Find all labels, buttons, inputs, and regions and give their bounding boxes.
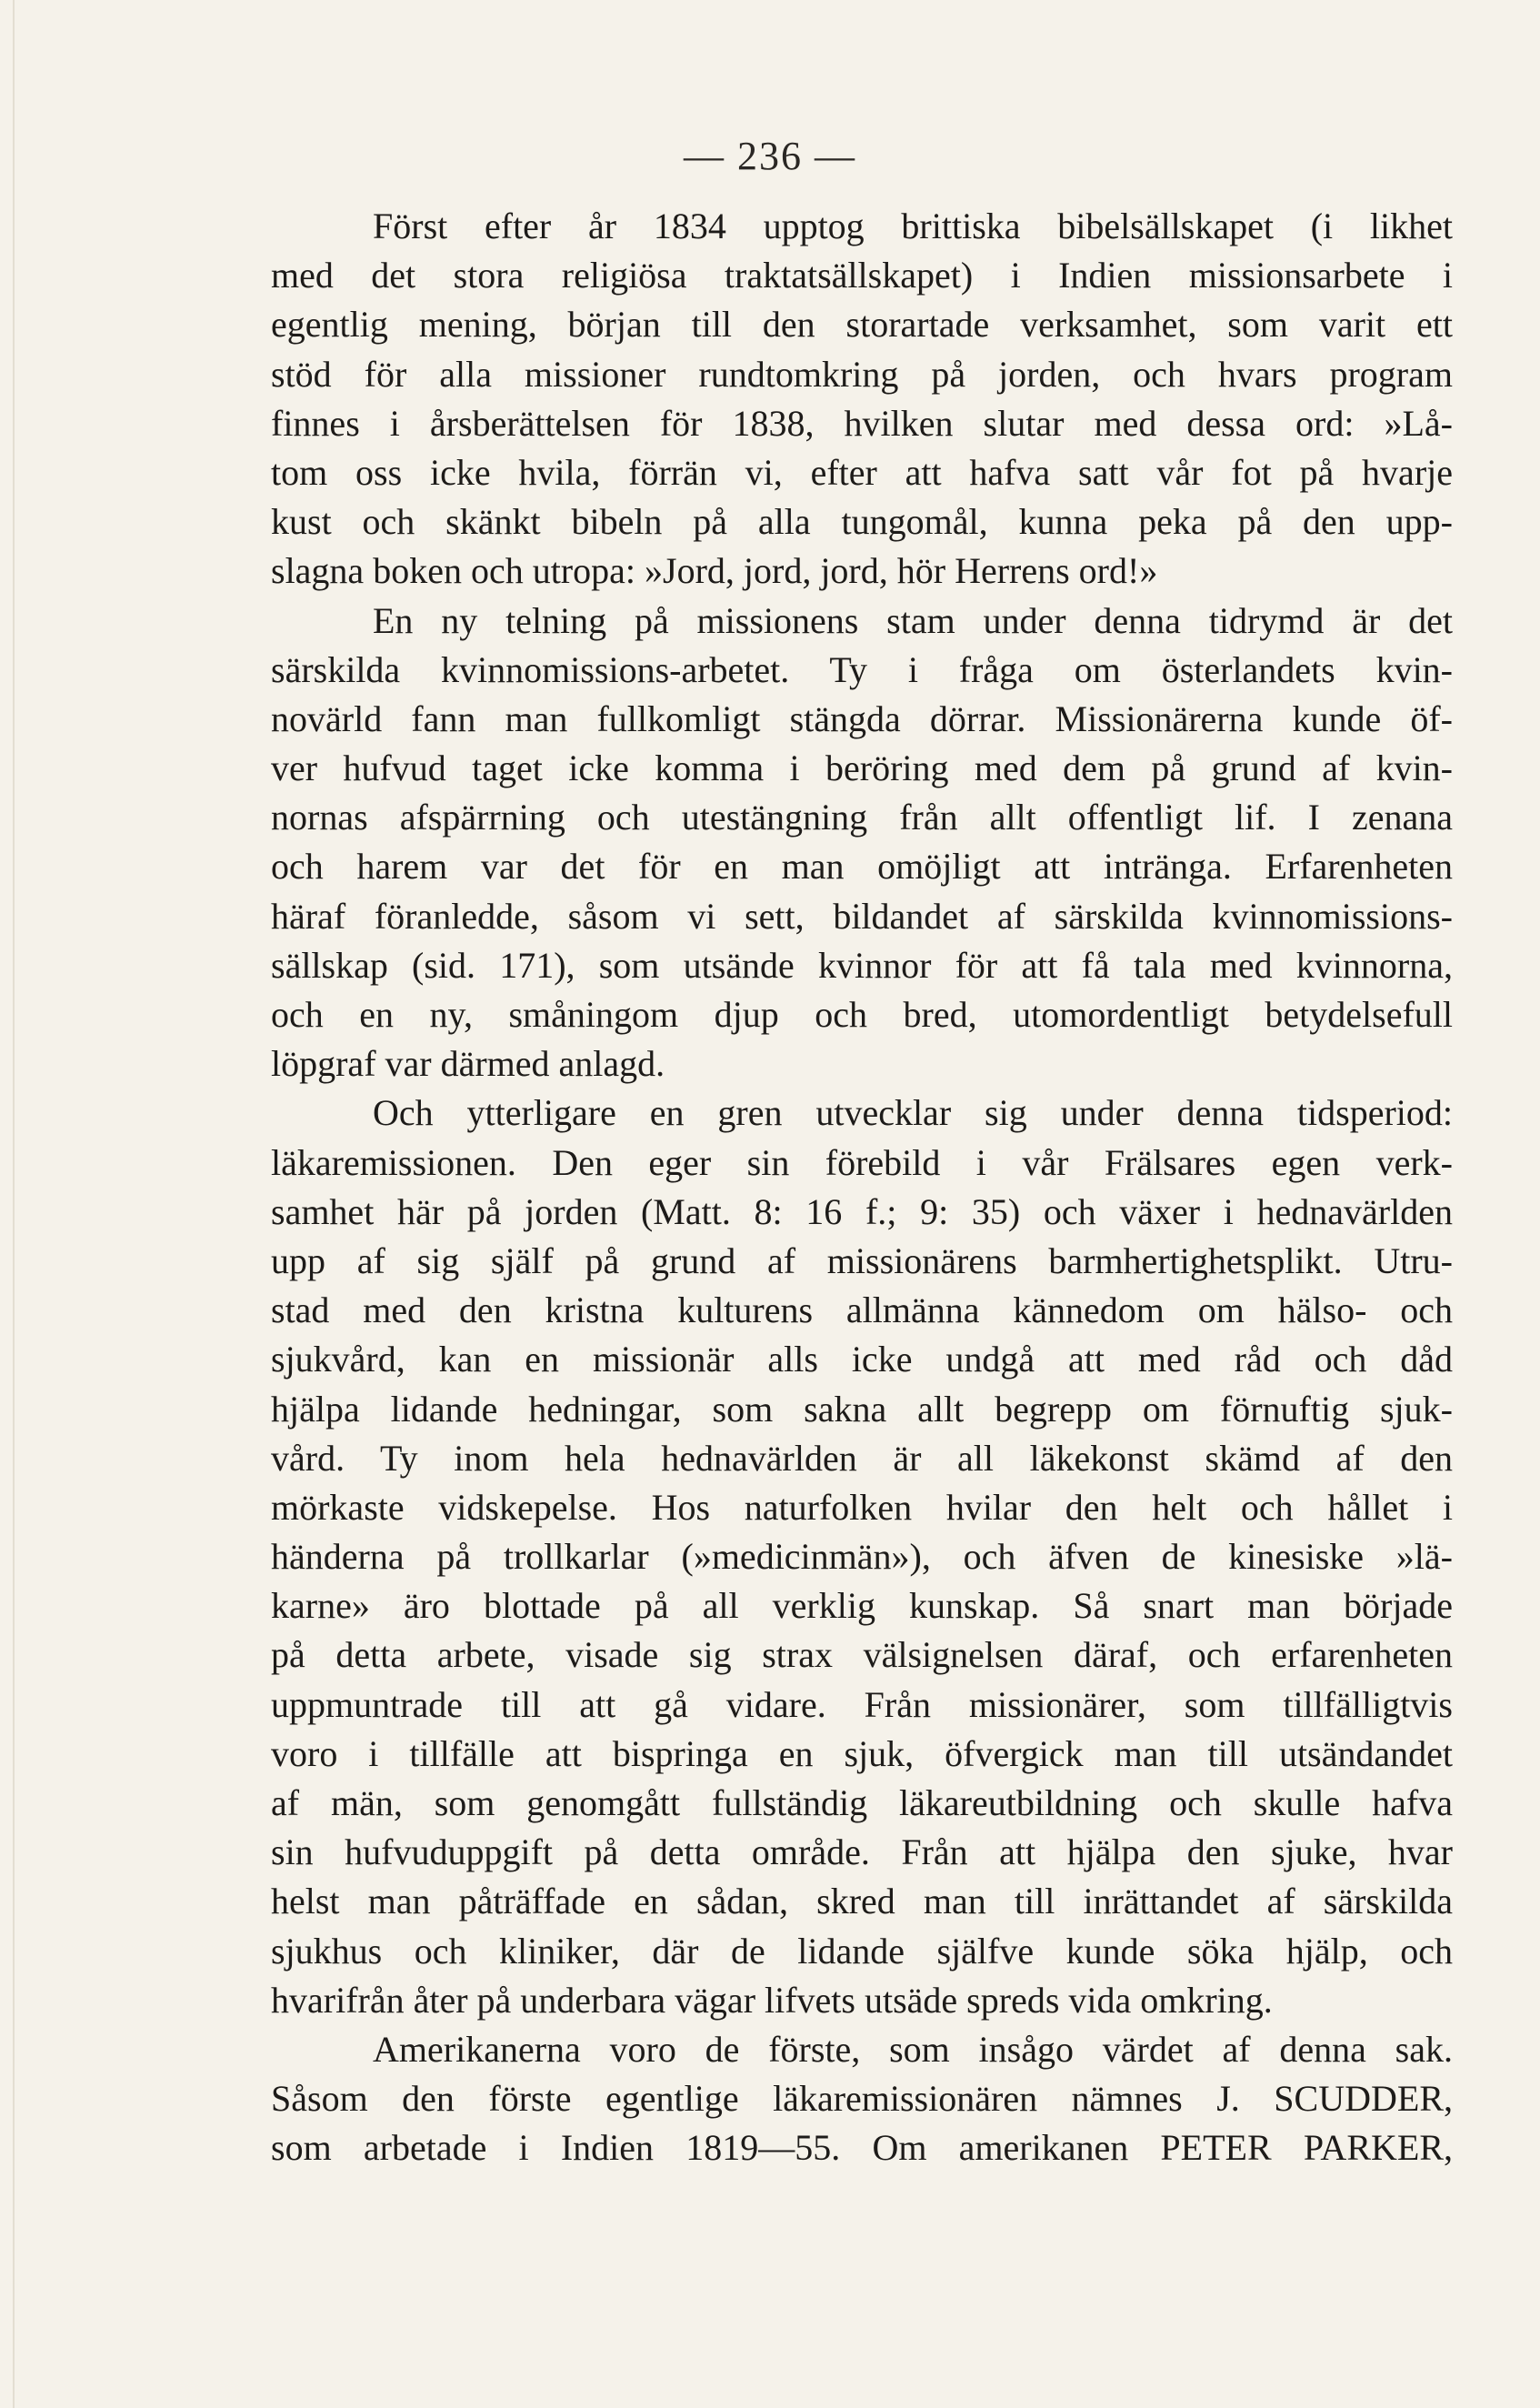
text-line: särskilda kvinnomissions-arbetet. Ty i fråga om österlandets kvin- [271, 648, 1453, 690]
text-line: hjälpa lidande hedningar, som sakna allt begrepp om förnuftig sjuk- [271, 1388, 1453, 1430]
page-edge-shadow [13, 0, 15, 2408]
text-line: egentlig mening, början till den storartade verksamhet, som varit ett [271, 304, 1453, 346]
text-line: tom oss icke hvila, förrän vi, efter att hafva satt vår fot på hvarje [271, 451, 1453, 493]
page-number: — 236 — [684, 134, 856, 178]
text-line: löpgraf var därmed anlagd. [271, 1043, 665, 1085]
text-line: sällskap (sid. 171), som utsände kvinnor för att få tala med kvinnorna, [271, 944, 1453, 986]
text-line: finnes i årsberättelsen för 1838, hvilken slutar med dessa ord: »Lå- [271, 402, 1453, 444]
text-line: En ny telning på missionens stam under denna tidrymd är det [373, 599, 1453, 641]
text-line: helst man påträffade en sådan, skred man till inrättandet af särskilda [271, 1881, 1453, 1922]
text-line: ver hufvud taget icke komma i beröring med dem på grund af kvin- [271, 747, 1453, 789]
text-line: Först efter år 1834 upptog brittiska bibelsällskapet (i likhet [373, 206, 1453, 246]
text-line: mörkaste vidskepelse. Hos naturfolken hvilar den helt och hållet i [271, 1486, 1453, 1528]
text-line: kust och skänkt bibeln på alla tungomål, kunna peka på den upp- [271, 501, 1453, 543]
text-line: nornas afspärrning och utestängning från allt offentligt lif. I zenana [271, 797, 1453, 838]
text-line: vård. Ty inom hela hednavärlden är all läkekonst skämd af den [271, 1437, 1453, 1479]
text-line: upp af sig själf på grund af missionärens barmhertighetsplikt. Utru- [271, 1239, 1453, 1281]
text-line: sjukvård, kan en missionär alls icke undgå att med råd och dåd [271, 1339, 1453, 1380]
text-line: samhet här på jorden (Matt. 8: 16 f.; 9: 35) och växer i hednavärlden [271, 1190, 1453, 1232]
text-line: händerna på trollkarlar (»medicinmän»), och äfven de kinesiske »lä- [271, 1536, 1453, 1578]
body-text [271, 202, 1453, 2173]
text-line: hvarifrån åter på underbara vägar lifvets utsäde spreds vida omkring. [271, 1979, 1273, 2021]
text-line: uppmuntrade till att gå vidare. Från missionärer, som tillfälligtvis [271, 1683, 1453, 1725]
text-line: och en ny, småningom djup och bred, utomordentligt betydelsefull [271, 994, 1453, 1035]
text-line: sin hufvuduppgift på detta område. Från att hjälpa den sjuke, hvar [271, 1831, 1453, 1873]
text-line: novärld fann man fullkomligt stängda dörrar. Missionärerna kunde öf- [271, 697, 1453, 739]
text-line: Amerikanerna voro de förste, som insågo värdet af denna sak. [373, 2028, 1453, 2070]
text-line: af män, som genomgått fullständig läkareutbildning och skulle hafva [271, 1782, 1453, 1823]
text-line: med det stora religiösa traktatsällskapet) i Indien missionsarbete i [271, 255, 1453, 296]
text-line: som arbetade i Indien 1819—55. Om amerikanen PETER PARKER, [271, 2127, 1453, 2169]
text-line: slagna boken och utropa: »Jord, jord, jord, hör Herrens ord!» [271, 550, 1158, 592]
text-line: Och ytterligare en gren utvecklar sig under denna tidsperiod: [373, 1092, 1453, 1134]
text-line: stöd för alla missioner rundtomkring på jorden, och hvars program [271, 353, 1453, 395]
text-line: på detta arbete, visade sig strax välsignelsen däraf, och erfarenheten [271, 1634, 1453, 1676]
text-line: voro i tillfälle att bispringa en sjuk, öfvergick man till utsändandet [271, 1732, 1453, 1774]
text-line: och harem var det för en man omöjligt att intränga. Erfarenheten [271, 846, 1453, 888]
text-line: stad med den kristna kulturens allmänna kännedom om hälso- och [271, 1289, 1453, 1331]
text-line: läkaremissionen. Den eger sin förebild i vår Frälsares egen verk- [271, 1141, 1453, 1183]
text-line: häraf föranledde, såsom vi sett, bildandet af särskilda kvinnomissions- [271, 895, 1453, 937]
text-line: karne» äro blottade på all verklig kunskap. Så snart man började [271, 1585, 1453, 1627]
text-line: Såsom den förste egentlige läkaremissionären nämnes J. SCUDDER, [271, 2078, 1453, 2120]
text-line: sjukhus och kliniker, där de lidande själfve kunde söka hjälp, och [271, 1930, 1453, 1972]
